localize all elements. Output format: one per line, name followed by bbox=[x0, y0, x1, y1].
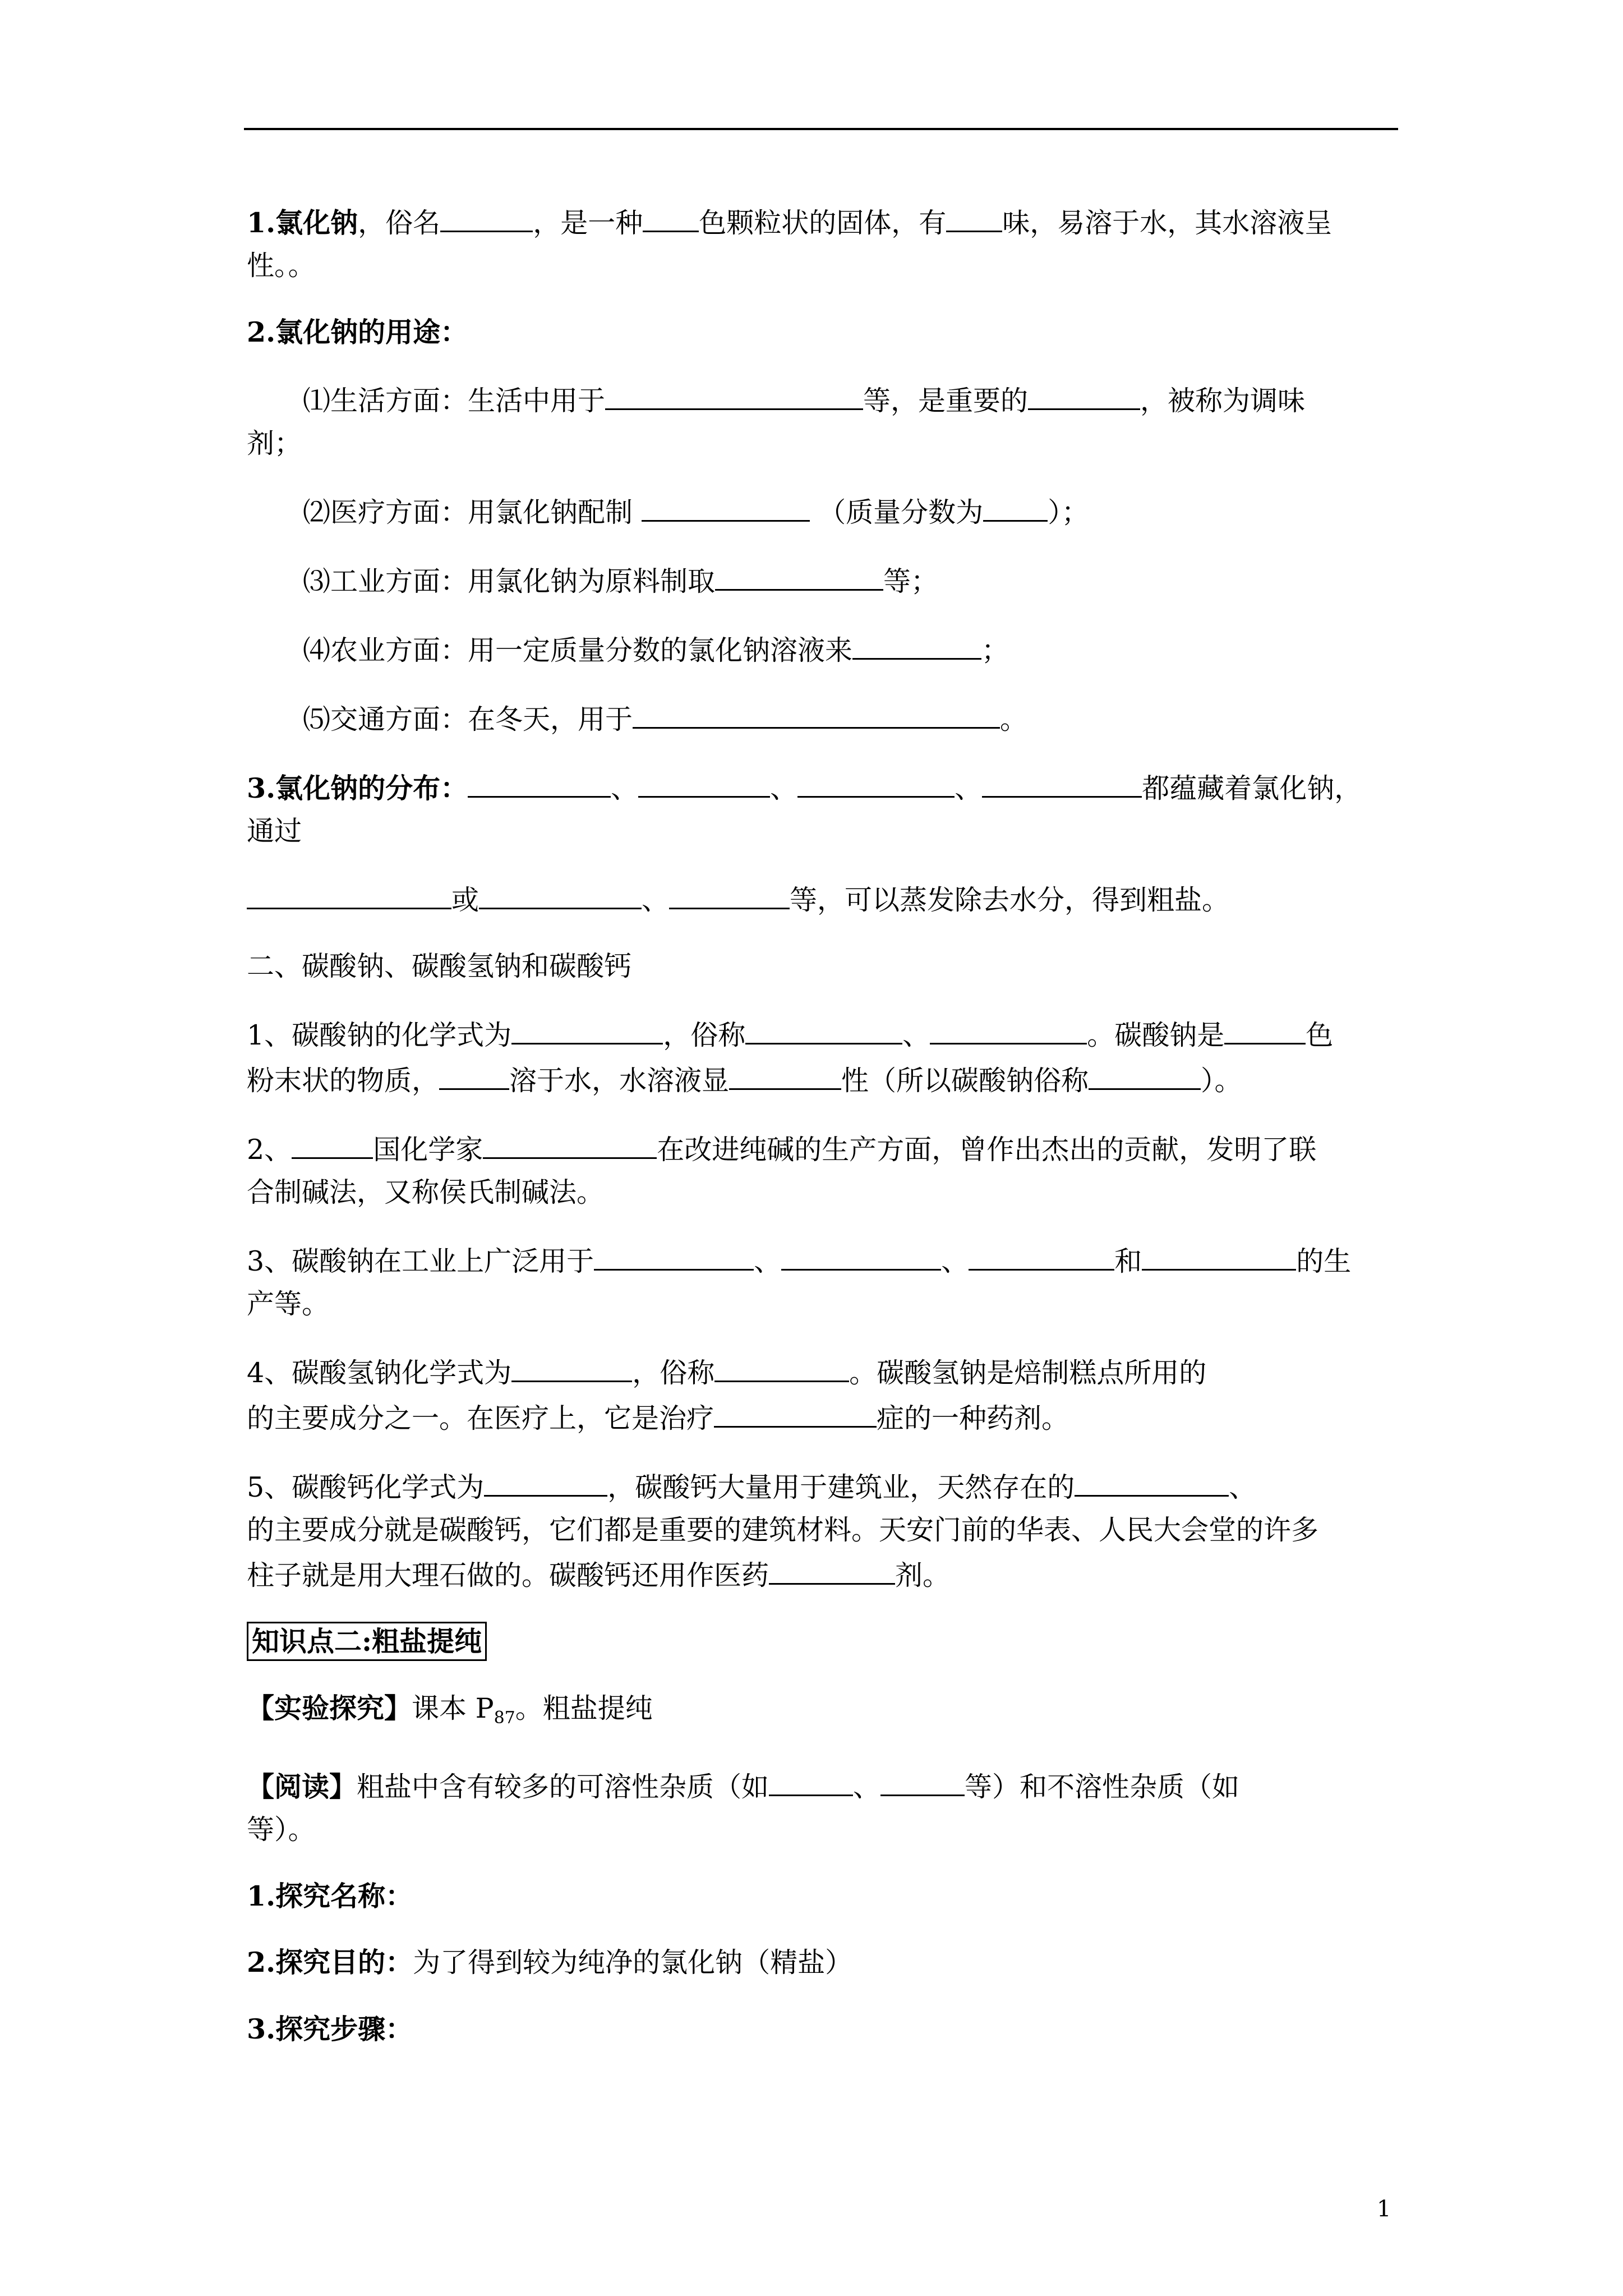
answer-blank[interactable] bbox=[946, 199, 1002, 232]
answer-blank[interactable] bbox=[1028, 377, 1140, 410]
answer-blank[interactable] bbox=[511, 1011, 663, 1045]
answer-blank[interactable] bbox=[247, 876, 451, 909]
answer-blank[interactable] bbox=[479, 876, 642, 909]
document-body bbox=[247, 199, 1374, 2050]
answer-blank[interactable] bbox=[781, 1237, 941, 1271]
answer-blank[interactable] bbox=[440, 199, 533, 232]
use-item-4 bbox=[247, 627, 1374, 672]
sec2-text: ）。 bbox=[1201, 1065, 1242, 1097]
sec2-text: 粉末状的物质， bbox=[247, 1065, 440, 1097]
sec2-text: 剂。 bbox=[895, 1559, 951, 1591]
answer-blank[interactable] bbox=[669, 876, 790, 909]
answer-blank[interactable] bbox=[484, 1464, 607, 1497]
answer-blank[interactable] bbox=[439, 1057, 509, 1090]
answer-blank[interactable] bbox=[982, 765, 1142, 798]
answer-blank[interactable] bbox=[714, 1395, 877, 1428]
use-text: ）； bbox=[1048, 496, 1089, 528]
experiment-text: 。粗盐提纯 bbox=[515, 1692, 653, 1724]
sec2-text: 溶于水，水溶液显 bbox=[509, 1065, 730, 1097]
step-2-text: 为了得到较为纯净的氯化钠（精盐） bbox=[413, 1947, 853, 1978]
sec2-item-4 bbox=[247, 1349, 1374, 1440]
answer-blank[interactable] bbox=[930, 1011, 1087, 1045]
sec2-text: ，俗称 bbox=[632, 1357, 715, 1389]
answer-blank[interactable] bbox=[852, 627, 981, 660]
answer-blank[interactable] bbox=[292, 1126, 373, 1159]
answer-blank[interactable] bbox=[745, 1011, 902, 1045]
sec2-item-5 bbox=[247, 1464, 1374, 1597]
q1-text: 色颗粒状的固体，有 bbox=[699, 207, 947, 239]
answer-blank[interactable] bbox=[642, 489, 810, 522]
knowledge-point-heading: 知识点二:粗盐提纯 bbox=[247, 1622, 487, 1661]
sec2-text: 和 bbox=[1114, 1245, 1142, 1277]
question-3 bbox=[247, 765, 1374, 853]
sec2-text: 国化学家 bbox=[373, 1134, 483, 1166]
sec2-text: 症的一种药剂。 bbox=[877, 1402, 1069, 1434]
answer-blank[interactable] bbox=[715, 558, 883, 591]
use-text: 。 bbox=[1000, 703, 1028, 735]
separator: 、 bbox=[770, 772, 798, 804]
q3-text: 或 bbox=[451, 884, 479, 916]
page-subscript: 87 bbox=[494, 1708, 515, 1728]
use-item-5 bbox=[247, 696, 1374, 741]
sec2-text: 在改进纯碱的生产方面，曾作出杰出的贡献，发明了联 bbox=[657, 1134, 1317, 1166]
answer-blank[interactable] bbox=[729, 1057, 841, 1090]
answer-blank[interactable] bbox=[633, 696, 1000, 729]
reading-line bbox=[247, 1763, 1374, 1851]
answer-blank[interactable] bbox=[511, 1349, 632, 1382]
sec2-text: 的主要成分就是碳酸钙，它们都是重要的建筑材料。天安门前的华表、人民大会堂的许多 bbox=[247, 1514, 1319, 1546]
knowledge-point-2 bbox=[247, 1621, 1374, 1663]
answer-blank[interactable] bbox=[1075, 1464, 1229, 1497]
answer-blank[interactable] bbox=[594, 1237, 754, 1271]
use-text: ⑶工业方面：用氯化钠为原料制取 bbox=[303, 565, 716, 597]
sec2-text: 色 bbox=[1306, 1019, 1334, 1051]
reading-text: 等）。 bbox=[247, 1814, 316, 1846]
q3-text: 等，可以蒸发除去水分，得到粗盐。 bbox=[790, 884, 1230, 916]
sec2-text: ，俗称 bbox=[663, 1019, 746, 1051]
answer-blank[interactable] bbox=[1142, 1237, 1296, 1271]
sec2-item-2 bbox=[247, 1126, 1374, 1214]
reading-tag: 【阅读】 bbox=[247, 1770, 357, 1803]
answer-blank[interactable] bbox=[880, 1763, 965, 1796]
q1-text: ，是一种 bbox=[533, 207, 643, 239]
sec2-text: 的主要成分之一。在医疗上，它是治疗 bbox=[247, 1402, 714, 1434]
question-1 bbox=[247, 199, 1374, 287]
sec2-text: 合制碱法，又称侯氏制碱法。 bbox=[247, 1176, 605, 1208]
q3-text: 通过 bbox=[247, 815, 302, 847]
separator: 、 bbox=[611, 772, 639, 804]
reading-text: 等）和不溶性杂质（如 bbox=[965, 1771, 1240, 1803]
use-item-1 bbox=[247, 377, 1374, 422]
answer-blank[interactable] bbox=[643, 199, 699, 232]
use-text: ⑸交通方面：在冬天，用于 bbox=[303, 703, 633, 735]
sec2-item-3 bbox=[247, 1237, 1374, 1326]
use-text: ； bbox=[981, 634, 1009, 666]
answer-blank[interactable] bbox=[969, 1237, 1114, 1271]
sec2-text: 2、 bbox=[247, 1134, 292, 1166]
step-2-label: 2.探究目的： bbox=[247, 1946, 413, 1978]
use-text: ⑵医疗方面：用氯化钠配制 bbox=[303, 496, 633, 528]
use-item-3 bbox=[247, 558, 1374, 603]
sec2-text: 柱子就是用大理石做的。碳酸钙还用作医药 bbox=[247, 1559, 769, 1591]
header-rule bbox=[244, 128, 1398, 130]
use-item-1-cont: 剂； bbox=[247, 427, 302, 459]
answer-blank[interactable] bbox=[983, 489, 1048, 522]
sec2-text: 、 bbox=[902, 1019, 930, 1051]
sec2-text: 1、碳酸钠的化学式为 bbox=[247, 1019, 512, 1051]
sec2-text: 性（所以碳酸钠俗称 bbox=[841, 1065, 1089, 1097]
use-text: 等； bbox=[883, 565, 939, 597]
q3-title: 3.氯化钠的分布： bbox=[247, 772, 468, 804]
use-text: ⑴生活方面：生活中用于 bbox=[303, 385, 606, 417]
separator: 、 bbox=[642, 884, 670, 916]
answer-blank[interactable] bbox=[769, 1552, 895, 1585]
q1-text: 性。。 bbox=[247, 250, 316, 282]
answer-blank[interactable] bbox=[714, 1349, 849, 1382]
experiment-tag: 【实验探究】 bbox=[247, 1692, 412, 1724]
step-2 bbox=[247, 1941, 1374, 1984]
separator: 、 bbox=[955, 772, 983, 804]
use-text: ，被称为调味 bbox=[1140, 385, 1306, 417]
use-item-2 bbox=[247, 489, 1374, 534]
answer-blank[interactable] bbox=[483, 1126, 657, 1159]
question-3-cont bbox=[247, 876, 1374, 922]
page-number: 1 bbox=[1377, 2196, 1391, 2222]
step-1: 1.探究名称： bbox=[247, 1880, 413, 1912]
answer-blank[interactable] bbox=[769, 1763, 853, 1796]
sec2-text: ，碳酸钙大量用于建筑业，天然存在的 bbox=[607, 1471, 1075, 1503]
reading-text: 、 bbox=[853, 1771, 881, 1803]
answer-blank[interactable] bbox=[605, 377, 863, 410]
experiment-line bbox=[247, 1687, 1374, 1740]
use-text: ⑷农业方面：用一定质量分数的氯化钠溶液来 bbox=[303, 634, 853, 666]
sec2-text: 、 bbox=[754, 1245, 782, 1277]
reading-text: 粗盐中含有较多的可溶性杂质（如 bbox=[357, 1771, 769, 1803]
answer-blank[interactable] bbox=[1224, 1011, 1306, 1045]
q1-number: 1. bbox=[247, 206, 276, 239]
question-2-title: 2.氯化钠的用途： bbox=[247, 316, 468, 348]
sec2-text: 4、碳酸氢钠化学式为 bbox=[247, 1357, 512, 1389]
experiment-text: 课本 P bbox=[412, 1692, 494, 1724]
sec2-text: 5、碳酸钙化学式为 bbox=[247, 1471, 485, 1503]
sec2-text: 3、碳酸钠在工业上广泛用于 bbox=[247, 1245, 594, 1277]
q3-text: 都蕴藏着氯化钠， bbox=[1142, 772, 1362, 804]
sec2-text: 、 bbox=[1229, 1471, 1257, 1503]
q1-text: ，俗名 bbox=[358, 207, 441, 239]
sec2-text: 、 bbox=[941, 1245, 969, 1277]
step-3: 3.探究步骤： bbox=[247, 2013, 413, 2045]
sec2-text: 的生 bbox=[1296, 1245, 1352, 1277]
use-text: （质量分数为 bbox=[818, 496, 984, 528]
sec2-text: 。碳酸钠是 bbox=[1087, 1019, 1225, 1051]
q1-text: 味，易溶于水，其水溶液呈 bbox=[1002, 207, 1332, 239]
sec2-text: 。碳酸氢钠是焙制糕点所用的 bbox=[849, 1357, 1207, 1389]
answer-blank[interactable] bbox=[797, 765, 955, 798]
use-text: 等，是重要的 bbox=[863, 385, 1029, 417]
sec2-item-1 bbox=[247, 1011, 1374, 1102]
answer-blank[interactable] bbox=[638, 765, 770, 798]
q1-term: 氯化钠 bbox=[275, 206, 358, 239]
sec2-text: 产等。 bbox=[247, 1288, 330, 1320]
answer-blank[interactable] bbox=[1089, 1057, 1201, 1090]
section-2-heading: 二、碳酸钠、碳酸氢钠和碳酸钙 bbox=[247, 950, 632, 982]
answer-blank[interactable] bbox=[468, 765, 611, 798]
